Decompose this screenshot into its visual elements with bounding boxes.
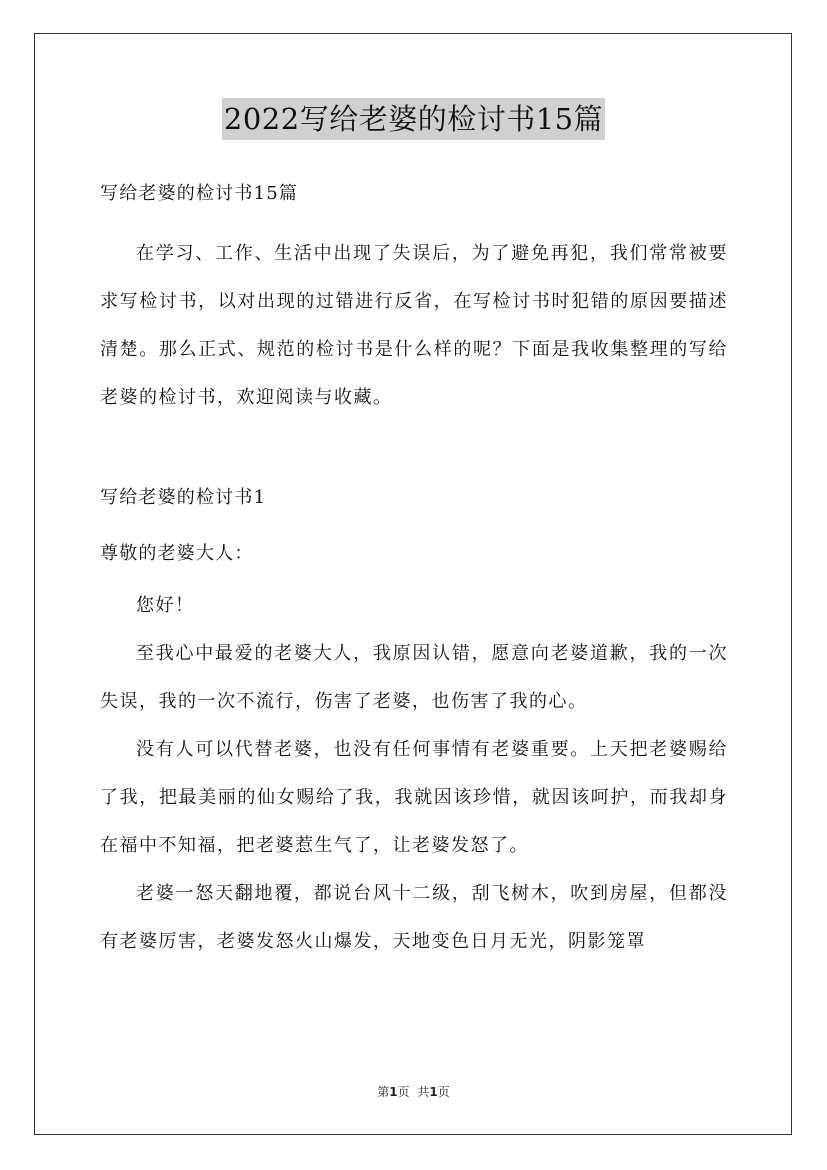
document-title: 2022写给老婆的检讨书15篇 — [222, 98, 605, 140]
document-body — [100, 172, 728, 966]
page-number: 1 — [389, 1085, 398, 1099]
greeting: 您好！ — [136, 595, 195, 616]
page-label-prefix: 第 — [377, 1085, 390, 1099]
page-label-suffix: 页 — [397, 1085, 410, 1099]
spacer — [100, 422, 728, 470]
total-pages: 1 — [429, 1085, 438, 1099]
body-paragraph-3: 老婆一怒天翻地覆，都说台风十二级，刮飞树木，吹到房屋，但都没有老婆厉害，老婆发怒火山爆发，天地变色日月无光，阴影笼罩 — [100, 883, 728, 952]
page-footer — [0, 1082, 827, 1102]
title-container — [0, 98, 827, 140]
body-paragraph-1: 至我心中最爱的老婆大人，我原因认错，愿意向老婆道歉，我的一次失误，我的一次不流行，伤害了老婆，也伤害了我的心。 — [100, 643, 728, 712]
section-heading: 写给老婆的检讨书1 — [100, 487, 267, 508]
body-paragraph-2: 没有人可以代替老婆，也没有任何事情有老婆重要。上天把老婆赐给了我，把最美丽的仙女赐给了我，我就因该珍惜，就因该呵护，而我却身在福中不知福，把老婆惹生气了，让老婆发怒了。 — [100, 739, 728, 856]
total-label-suffix: 页 — [437, 1085, 450, 1099]
intro-paragraph: 在学习、工作、生活中出现了失误后，为了避免再犯，我们常常被要求写检讨书，以对出现的过错进行反省，在写检讨书时犯错的原因要描述清楚。那么正式、规范的检讨书是什么样的呢？下面是我收集整理的写给老婆的检讨书，欢迎阅读与收藏。 — [100, 243, 728, 408]
spacer — [100, 216, 728, 230]
total-label-prefix: 共 — [417, 1085, 430, 1099]
salutation: 尊敬的老婆大人： — [100, 543, 254, 564]
subtitle: 写给老婆的检讨书15篇 — [100, 183, 299, 204]
